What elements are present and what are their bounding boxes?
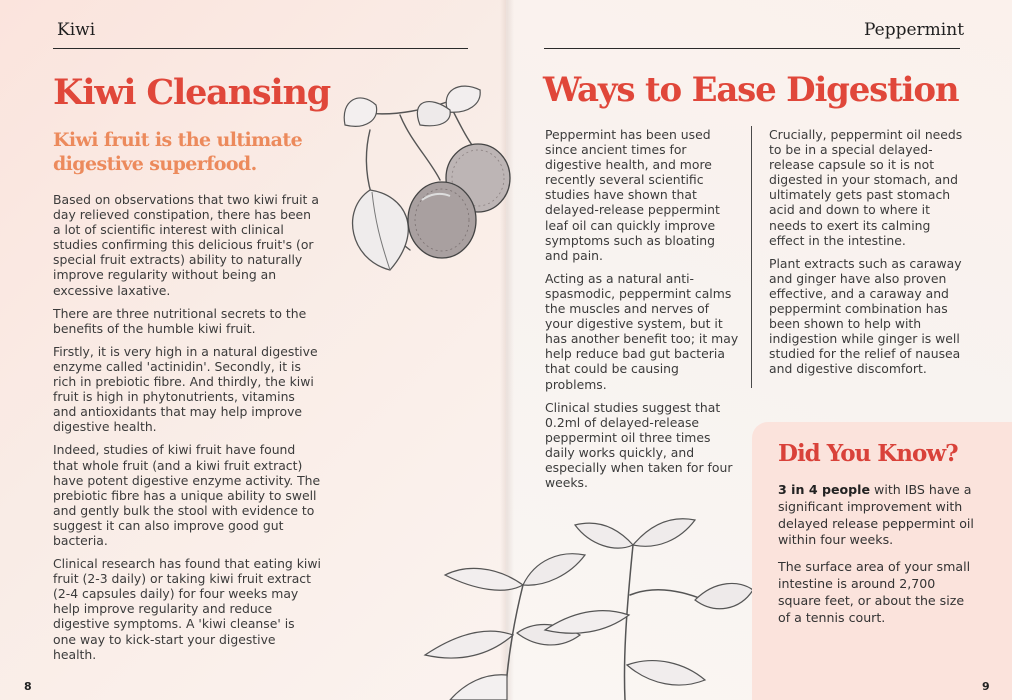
right-body-column-2 — [769, 127, 967, 385]
left-page-title: Kiwi Cleansing — [53, 72, 330, 113]
right-page-number: 9 — [982, 680, 990, 693]
callout-fact-1 — [778, 482, 974, 549]
callout-fact-2: The surface area of your small intestine is around 2,700 square feet, or about the size of a tennis court. — [778, 559, 971, 625]
left-paragraph-1: Based on observations that two kiwi fruit a day relieved constipation, there has been a lot of scientific interest with clinical studies confirming this delicious fruit's (or special fruit extracts) ability to naturally improve regularity without being an excessive laxative. — [53, 192, 319, 298]
callout-fact-1-text: with IBS have a significant improvement with delayed release peppermint oil within four weeks. — [778, 482, 974, 548]
right-col2-paragraph-1: Crucially, peppermint oil needs to be in a special delayed-release capsule so it is not digested in your stomach, and ultimately gets past stomach acid and down to where it needs to exert its calming effect in the intestine. — [769, 127, 963, 248]
kiwi-branch-illustration — [330, 70, 530, 300]
left-head-rule — [53, 48, 468, 49]
right-col1-paragraph-2: Acting as a natural anti-spasmodic, peppermint calms the muscles and nerves of your digestive system, but it has another benefit too; it may help reduce bad gut bacteria that could be causing problems. — [545, 270, 739, 392]
left-paragraph-3: Firstly, it is very high in a natural digestive enzyme called 'actinidin'. Secondly, it is rich in prebiotic fibre. And thirdly, the kiwi fruit is high in phytonutrients, vitamins and antioxidants that may help improve digestive health. — [53, 343, 318, 435]
left-running-head: Kiwi — [57, 20, 96, 40]
callout-body — [778, 482, 974, 636]
left-body-column — [53, 192, 321, 670]
callout-title: Did You Know? — [778, 440, 958, 467]
right-body-column-1 — [545, 127, 740, 498]
right-page-title: Ways to Ease Digestion — [543, 70, 959, 110]
right-col1-paragraph-3: Clinical studies suggest that 0.2ml of delayed-release peppermint oil three times daily works quickly, and especially when taken for four weeks. — [545, 399, 733, 491]
subtitle-line-2: digestive superfood. — [53, 153, 257, 175]
left-subtitle — [53, 128, 302, 176]
left-paragraph-4: Indeed, studies of kiwi fruit have found that whole fruit (and a kiwi fruit extract) have potent digestive enzyme activity. The prebiotic fibre has a unique ability to swell and gently bulk the stool with evidence to suggest it can also improve good gut bacteria. — [53, 442, 321, 548]
left-paragraph-5: Clinical research has found that eating kiwi fruit (2-3 daily) or taking kiwi fruit extract (2-4 capsules daily) for four weeks may help improve regularity and reduce digestive symptoms. A 'kiwi cleanse' is one way to kick-start your digestive health. — [53, 556, 321, 662]
right-col2-paragraph-2: Plant extracts such as caraway and ginger have also proven effective, and a caraway and peppermint combination has been shown to help with indigestion while ginger is well studied for the relief of nausea and digestive discomfort. — [769, 255, 962, 377]
subtitle-line-1: Kiwi fruit is the ultimate — [53, 129, 303, 151]
callout-fact-1-highlight: 3 in 4 people — [778, 482, 871, 497]
left-paragraph-2: There are three nutritional secrets to the benefits of the humble kiwi fruit. — [53, 305, 307, 336]
right-head-rule — [544, 48, 960, 49]
right-running-head: Peppermint — [864, 20, 965, 40]
left-page-number: 8 — [24, 680, 32, 693]
right-col1-paragraph-1: Peppermint has been used since ancient times for digestive health, and more recently several scientific studies have shown that delayed-release peppermint leaf oil can quickly improve symptoms such as bloating and pain. — [545, 127, 720, 263]
column-divider — [751, 126, 752, 388]
peppermint-plant-illustration — [395, 505, 755, 700]
